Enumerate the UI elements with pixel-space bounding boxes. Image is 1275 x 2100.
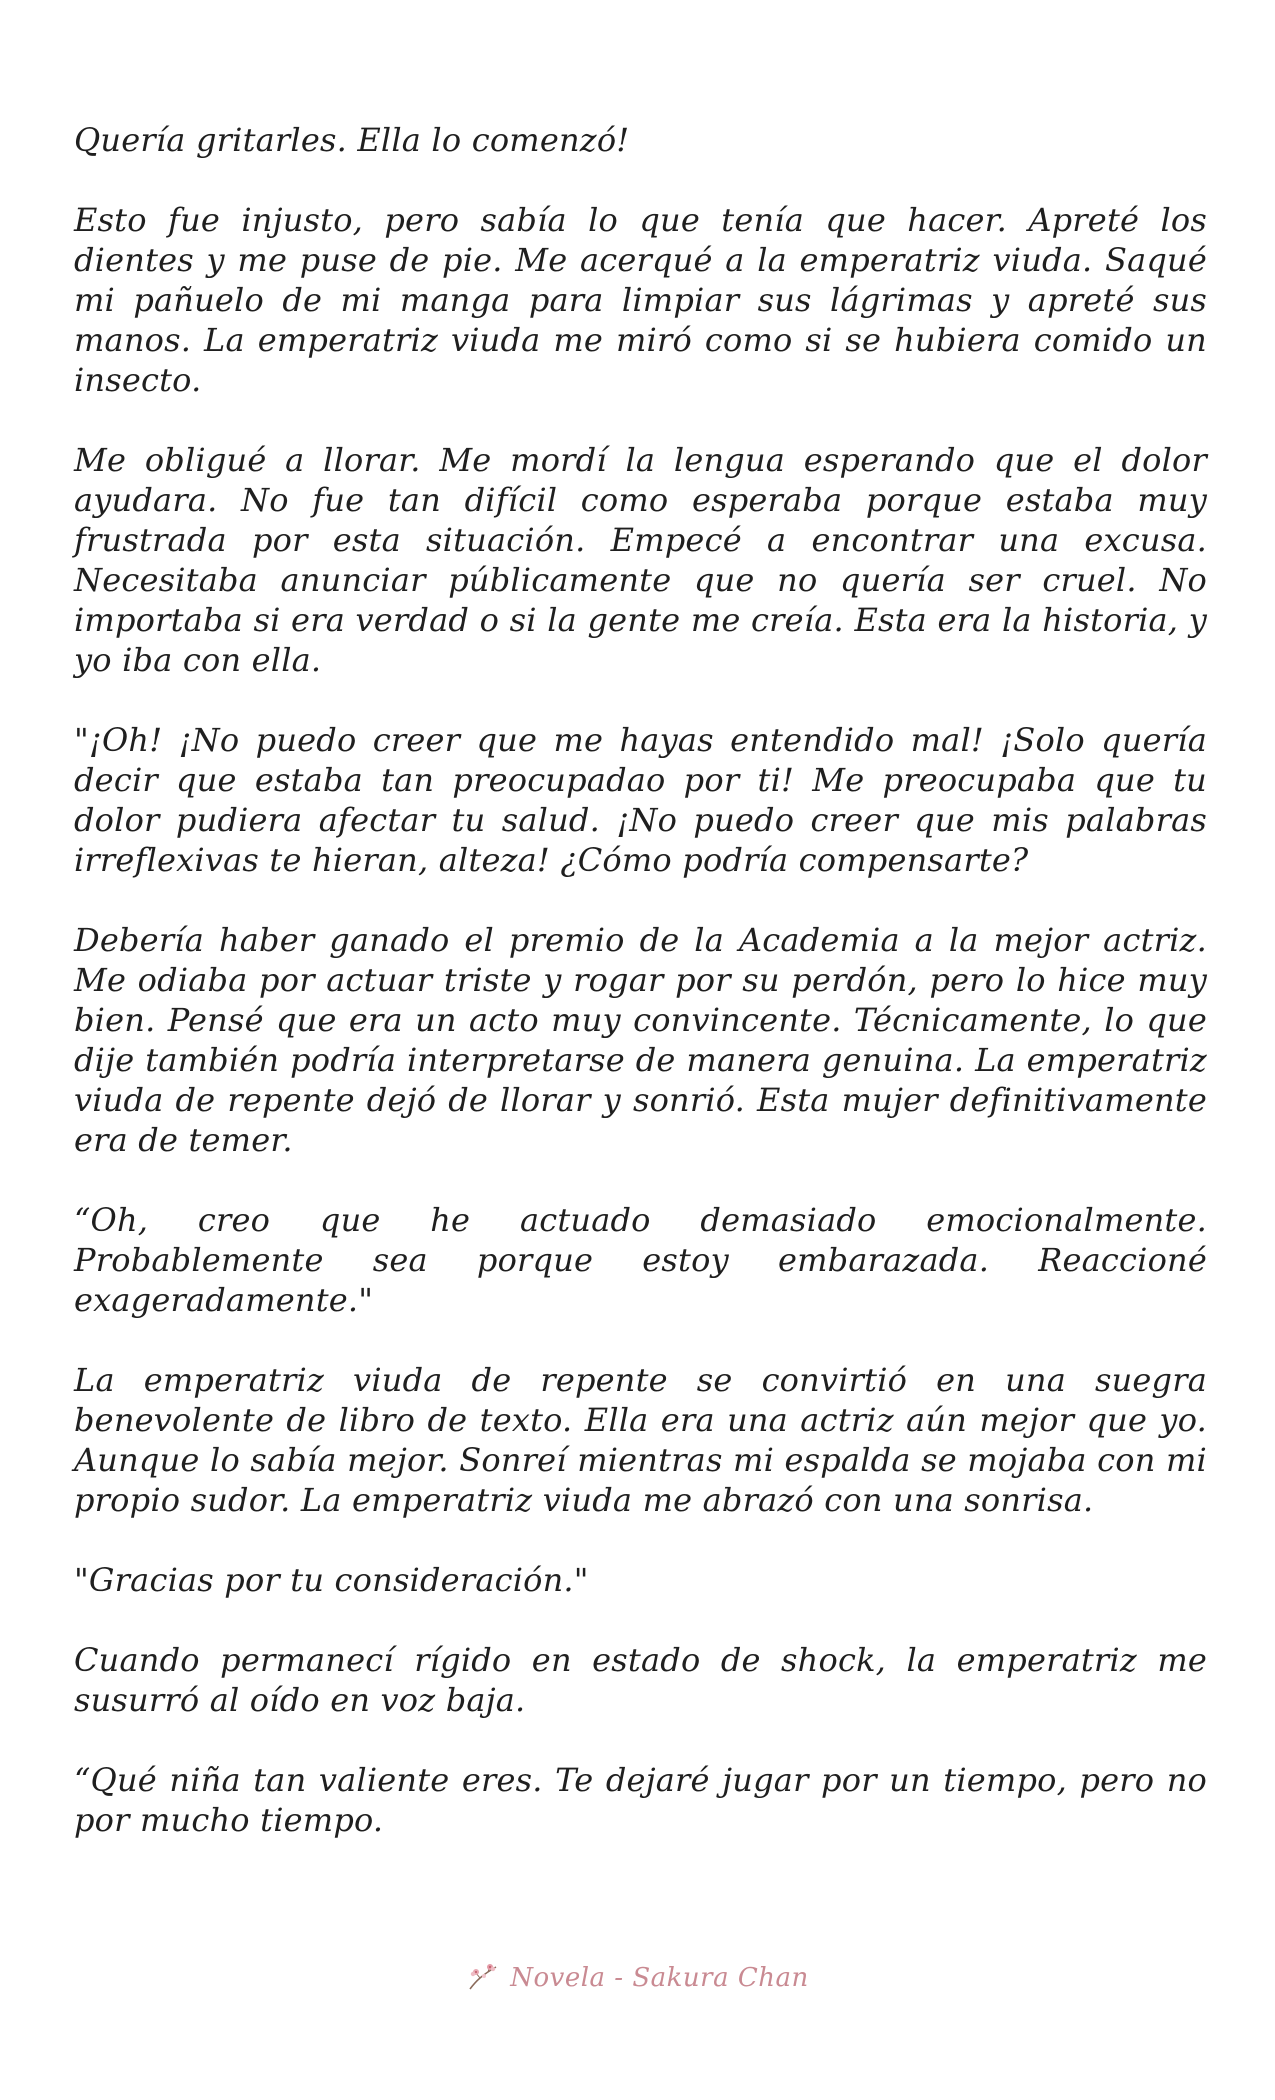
paragraph: Debería haber ganado el premio de la Academia a la mejor actriz. Me odiaba por actuar triste y rogar por su perdón, pero lo hice muy bien. Pensé que era un acto muy convincente. Técnicamente, lo que dije también podría interpretarse de manera genuina. La emperatriz viuda de repente dejó de llorar y sonrió. Esta mujer definitivamente era de temer. xyxy=(74,921,1207,1159)
document-body xyxy=(74,120,1207,1880)
paragraph: Me obligué a llorar. Me mordí la lengua esperando que el dolor ayudara. No fue tan difícil como esperaba porque estaba muy frustrada por esta situación. Empecé a encontrar una excusa. Necesitaba anunciar públicamente que no quería ser cruel. No importaba si era verdad o si la gente me creía. Esta era la historia, y yo iba con ella. xyxy=(74,441,1207,679)
paragraph: Quería gritarles. Ella lo comenzó! xyxy=(74,121,630,159)
paragraph: La emperatriz viuda de repente se convirtió en una suegra benevolente de libro de texto. Ella era una actriz aún mejor que yo. Aunque lo sabía mejor. Sonreí mientras mi espalda se mojaba con mi propio sudor. La emperatriz viuda me abrazó con una sonrisa. xyxy=(74,1361,1207,1519)
paragraph: “Oh, creo que he actuado demasiado emocionalmente. Probablemente sea porque estoy embarazada. Reaccioné exageradamente." xyxy=(74,1201,1207,1319)
paragraph: "¡Oh! ¡No puedo creer que me hayas entendido mal! ¡Solo quería decir que estaba tan preocupadao por ti! Me preocupaba que tu dolor pudiera afectar tu salud. ¡No puedo creer que mis palabras irreflexivas te hieran, alteza! ¿Cómo podría compensarte? xyxy=(74,721,1207,879)
paragraph: “Qué niña tan valiente eres. Te dejaré jugar por un tiempo, pero no por mucho tiempo. xyxy=(74,1761,1207,1839)
watermark xyxy=(466,1963,809,1993)
cherry-blossom-icon xyxy=(466,1963,500,1993)
paragraph: "Gracias por tu consideración." xyxy=(74,1561,589,1599)
paragraph: Esto fue injusto, pero sabía lo que tenía que hacer. Apreté los dientes y me puse de pie. Me acerqué a la emperatriz viuda. Saqué mi pañuelo de mi manga para limpiar sus lágrimas y apreté sus manos. La emperatriz viuda me miró como si se hubiera comido un insecto. xyxy=(74,201,1207,399)
watermark-text: Novela - Sakura Chan xyxy=(510,1963,809,1993)
paragraph: Cuando permanecí rígido en estado de shock, la emperatriz me susurró al oído en voz baja. xyxy=(74,1641,1207,1719)
footer-watermark xyxy=(0,1963,1275,1993)
